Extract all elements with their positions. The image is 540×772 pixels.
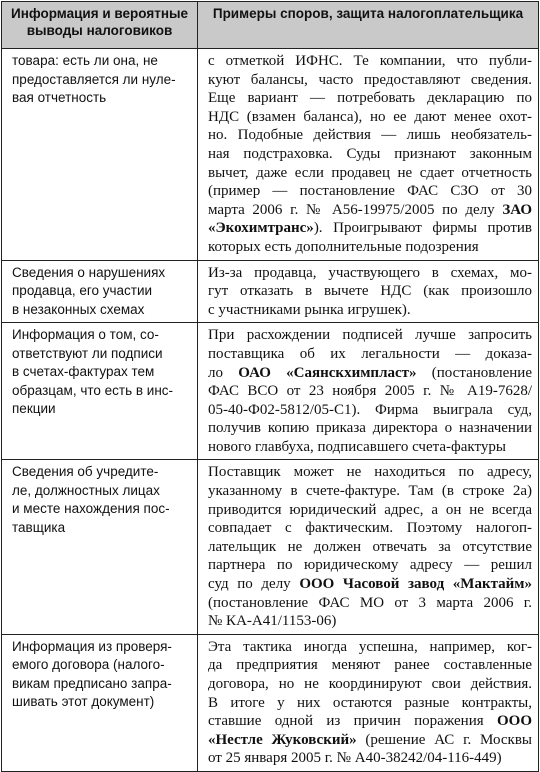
example-line bbox=[208, 89, 532, 108]
info-line: образцам, что есть в инс- bbox=[12, 382, 174, 398]
example-line bbox=[208, 463, 532, 482]
info-table bbox=[1, 1, 539, 772]
example-text: суд по делу bbox=[208, 576, 300, 593]
table-row bbox=[2, 49, 539, 261]
example-line bbox=[208, 345, 532, 364]
example-cell bbox=[198, 49, 539, 261]
table-row bbox=[2, 460, 539, 634]
info-line: емого договора (налого- bbox=[12, 657, 165, 673]
example-text: от 25 января 2005 г. № А40-38242/04-116-449) bbox=[208, 750, 502, 767]
info-line: Информация о том, со- bbox=[12, 327, 159, 343]
example-text: указанному в счете-фактуре. Там (в строке 2а) bbox=[208, 483, 532, 500]
header-examples-column: Примеры споров, защита налогоплательщика bbox=[198, 2, 539, 49]
info-cell bbox=[2, 260, 198, 323]
example-line bbox=[208, 731, 532, 750]
example-text: но. Подобные действия — лишь необязатель- bbox=[208, 127, 532, 144]
example-text: гут отказать в вычете НДС (как произошло bbox=[208, 283, 532, 300]
company-name: «Нестле Жуковский» bbox=[208, 731, 357, 748]
example-line bbox=[208, 364, 532, 383]
info-cell bbox=[2, 323, 198, 460]
info-line: тавщика bbox=[12, 519, 66, 535]
example-text: НДС (взамен баланса), но ее дают менее охот- bbox=[208, 108, 532, 125]
example-line bbox=[208, 749, 532, 768]
info-line: товара: есть ли она, не bbox=[12, 53, 158, 68]
example-line bbox=[208, 71, 532, 90]
example-line bbox=[208, 638, 532, 657]
example-text: ло bbox=[208, 364, 239, 381]
info-line: в счетах-фактурах тем bbox=[12, 364, 155, 380]
example-line bbox=[208, 108, 532, 127]
example-line bbox=[208, 238, 532, 257]
company-name: ООО Часовой завод «Мактайм» bbox=[299, 576, 532, 593]
example-text: партнера по юридическому адресу — решил bbox=[208, 557, 532, 574]
example-text: Из-за продавца, участвующего в схемах, мо- bbox=[208, 264, 532, 281]
example-text: Эта тактика иногда успешна, например, ког- bbox=[208, 638, 532, 655]
info-line: и месте нахождения пос- bbox=[12, 501, 170, 517]
example-line bbox=[208, 52, 532, 71]
example-line bbox=[208, 438, 532, 457]
info-line: вая отчетность bbox=[12, 90, 107, 105]
example-text: ставшие одной из причин поражения bbox=[208, 713, 497, 730]
example-line bbox=[208, 282, 532, 301]
table-row bbox=[2, 634, 539, 771]
example-line bbox=[208, 556, 532, 575]
example-text: 05-40-Ф02-5812/05-С1). Фирма выиграла суд, bbox=[208, 401, 532, 418]
company-name: ООО bbox=[496, 713, 532, 730]
example-text: получив копию приказа директора о назначении bbox=[208, 420, 532, 437]
example-text: (пример — постановление ФАС СЗО от 30 bbox=[208, 183, 532, 200]
example-line bbox=[208, 519, 532, 538]
example-text: ). Проигрывают фирмы против bbox=[313, 220, 532, 237]
info-line: пекции bbox=[12, 401, 56, 417]
info-cell bbox=[2, 634, 198, 771]
example-line bbox=[208, 594, 532, 613]
example-line bbox=[208, 538, 532, 557]
example-line bbox=[208, 164, 532, 183]
example-line bbox=[208, 501, 532, 520]
example-text: № КА-А41/1153-06) bbox=[208, 613, 337, 630]
info-line: в незаконных схемах bbox=[12, 301, 145, 317]
example-line bbox=[208, 482, 532, 501]
example-text: поставщика об их легальности — доказа- bbox=[208, 345, 532, 362]
header-info-column: Информация и вероятные выводы налоговиков bbox=[2, 2, 198, 49]
info-line: викам предписано запра- bbox=[12, 675, 172, 691]
info-line: Сведения об учредите- bbox=[12, 464, 159, 480]
example-text: Поставщик может не находиться по адресу, bbox=[208, 464, 532, 481]
example-line bbox=[208, 612, 532, 631]
example-line bbox=[208, 301, 532, 320]
example-text: При расхождении подписей лучше запросить bbox=[208, 327, 532, 344]
example-line bbox=[208, 419, 532, 438]
table-row bbox=[2, 260, 539, 323]
example-line bbox=[208, 656, 532, 675]
example-text: с отметкой ИФНС. Те компании, что публи- bbox=[208, 53, 532, 69]
example-text: (решение АС г. Москвы bbox=[356, 731, 532, 748]
example-line bbox=[208, 675, 532, 694]
example-cell bbox=[198, 634, 539, 771]
info-line: Сведения о нарушениях bbox=[12, 264, 166, 280]
info-line: ответствуют ли подписи bbox=[12, 345, 163, 361]
company-name: ОАО «Саянскхимпласт» bbox=[238, 364, 417, 381]
example-line bbox=[208, 126, 532, 145]
info-cell bbox=[2, 460, 198, 634]
example-text: ФАС ВСО от 23 ноября 2005 г. № А19-7628/ bbox=[208, 383, 532, 400]
example-text: Еще вариант — потребовать декларацию по bbox=[208, 90, 532, 107]
table-row bbox=[2, 323, 539, 460]
company-name: «Экохимтранс» bbox=[208, 220, 314, 237]
example-text: да предприятия меняют ранее составленные bbox=[208, 657, 532, 674]
example-text: договора, но не координируют свои действия. bbox=[208, 676, 532, 692]
example-text: В итоге у них остаются разные контракты, bbox=[208, 694, 532, 711]
example-line bbox=[208, 264, 532, 283]
example-text: марта 2006 г. № А56-19975/2005 по делу bbox=[208, 201, 503, 218]
info-line: продавца, его участии bbox=[12, 283, 153, 299]
example-line bbox=[208, 201, 532, 220]
example-line bbox=[208, 694, 532, 713]
example-cell bbox=[198, 460, 539, 634]
info-line: шивать этот документ) bbox=[12, 694, 155, 710]
example-line bbox=[208, 182, 532, 201]
example-text: куют балансы, часто предоставляют сведения. bbox=[208, 71, 532, 88]
example-line bbox=[208, 145, 532, 164]
example-line bbox=[208, 575, 532, 594]
example-text: нового главбуха, подписавшего счета-фактуры bbox=[208, 438, 506, 455]
example-line bbox=[208, 401, 532, 420]
example-line bbox=[208, 382, 532, 401]
example-text: вычет, даже если продавец не сдает отчетность bbox=[208, 164, 532, 181]
example-text: (постановление ФАС МО от 3 марта 2006 г. bbox=[208, 594, 532, 611]
example-cell bbox=[198, 260, 539, 323]
example-text: приводится юридический адрес, а он не всегда bbox=[208, 501, 532, 518]
info-cell bbox=[2, 49, 198, 261]
example-line bbox=[208, 219, 532, 238]
example-text: с участниками рынка игрушек). bbox=[208, 301, 411, 318]
company-name: ЗАО bbox=[502, 201, 532, 218]
example-cell bbox=[198, 323, 539, 460]
example-text: (постановление bbox=[416, 364, 532, 381]
table-header-row bbox=[2, 2, 539, 49]
info-line: Информация из проверя- bbox=[12, 638, 172, 654]
example-text: ная подстраховка. Суды признают законным bbox=[208, 145, 532, 162]
info-line: предоставляется ли нуле- bbox=[12, 71, 176, 87]
example-text: лательщик не должен отвечать за отсутствие bbox=[208, 538, 532, 555]
example-text: совпадает с фактическим. Поэтому налогоп- bbox=[208, 520, 532, 537]
info-line: ле, должностных лицах bbox=[12, 482, 160, 498]
example-text: которых есть дополнительные подозрения bbox=[208, 238, 479, 255]
example-line bbox=[208, 326, 532, 345]
